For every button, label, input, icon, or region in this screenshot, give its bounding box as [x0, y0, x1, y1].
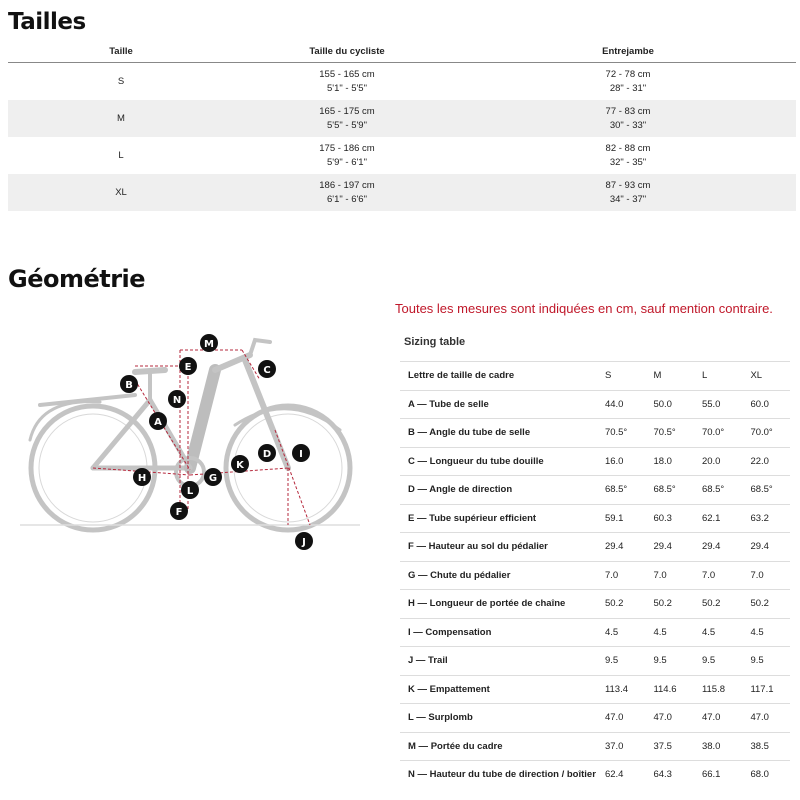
- rider-cell: [234, 105, 460, 133]
- sizes-row: [8, 137, 796, 174]
- inseam-in: 34" - 37": [609, 193, 647, 205]
- geometry-row-label: B — Angle du tube de selle: [408, 427, 531, 439]
- rider-cell: [234, 179, 460, 207]
- svg-text:I: I: [299, 449, 303, 460]
- svg-text:F: F: [175, 507, 183, 518]
- inseam-cm: 82 - 88 cm: [605, 142, 651, 154]
- geometry-row: [400, 675, 790, 704]
- inseam-cm: 87 - 93 cm: [605, 179, 651, 191]
- geometry-value: 68.5°: [604, 484, 628, 496]
- geometry-row: [400, 646, 790, 675]
- geometry-row: [400, 447, 790, 476]
- geometry-value: 50.2: [653, 598, 672, 610]
- geometry-value: 62.1: [701, 512, 721, 524]
- size-cell: L: [118, 150, 124, 161]
- geometry-value: 70.0°: [701, 427, 725, 439]
- geometry-value: 63.2: [750, 512, 769, 524]
- geometry-value: 37.0: [604, 740, 624, 752]
- svg-text:G: G: [208, 473, 218, 484]
- geometry-value: 50.2: [604, 598, 624, 610]
- geometry-value: 4.5: [750, 626, 764, 638]
- geometry-value: 55.0: [701, 398, 721, 410]
- svg-text:J: J: [302, 537, 306, 548]
- svg-text:M: M: [204, 339, 214, 350]
- geometry-value: 44.0: [604, 398, 624, 410]
- header-rider-height: Taille du cycliste: [309, 45, 385, 57]
- svg-text:D: D: [262, 449, 272, 460]
- marker-j: [295, 532, 313, 550]
- geometry-row-label: J — Trail: [408, 655, 448, 667]
- marker-b: [120, 375, 138, 393]
- geometry-value: 22.0: [750, 455, 769, 467]
- marker-a: [149, 412, 167, 430]
- geometry-row-label: I — Compensation: [408, 626, 492, 638]
- inseam-cell: [460, 179, 796, 207]
- geometry-value: 114.6: [653, 683, 677, 695]
- geometry-value: 113.4: [604, 683, 629, 695]
- inseam-cell: [460, 68, 796, 96]
- marker-g: [204, 468, 222, 486]
- geometry-row-label: N — Hauteur du tube de direction / boîtier: [408, 769, 596, 781]
- geometry-value: 47.0: [750, 712, 769, 724]
- rider-cell: [234, 142, 460, 170]
- geometry-row: [400, 390, 790, 419]
- inseam-in: 28" - 31": [609, 82, 647, 94]
- rider-cm: 165 - 175 cm: [319, 105, 375, 117]
- header-m: M: [653, 370, 662, 382]
- geometry-value: 9.5: [701, 655, 716, 667]
- geometry-value: 9.5: [750, 655, 764, 667]
- sizes-table-header: [8, 40, 796, 63]
- geometry-value: 64.3: [653, 769, 672, 781]
- sizes-table: [8, 40, 796, 211]
- size-cell: XL: [115, 187, 127, 198]
- geometry-value: 29.4: [701, 541, 721, 553]
- marker-f: [170, 502, 188, 520]
- geometry-row: [400, 703, 790, 732]
- geometry-row-label: C — Longueur du tube douille: [408, 455, 544, 467]
- geometry-row: [400, 532, 790, 561]
- geometry-row-label: G — Chute du pédalier: [408, 569, 511, 581]
- size-cell: M: [117, 113, 125, 124]
- geometry-title: Géométrie: [8, 265, 146, 293]
- geometry-row: [400, 561, 790, 590]
- header-xl: XL: [750, 370, 763, 382]
- header-frame-size: Lettre de taille de cadre: [408, 370, 515, 382]
- marker-h: [133, 468, 151, 486]
- svg-text:H: H: [137, 473, 147, 484]
- down-tube: [190, 370, 215, 468]
- geometry-value: 7.0: [604, 569, 619, 581]
- svg-text:E: E: [184, 362, 192, 373]
- svg-text:L: L: [186, 486, 194, 497]
- geometry-value: 60.3: [653, 512, 672, 524]
- geometry-value: 29.4: [604, 541, 624, 553]
- geometry-header-row: [400, 361, 790, 390]
- geometry-row-label: H — Longueur de portée de chaîne: [408, 598, 566, 610]
- geometry-row-label: A — Tube de selle: [408, 398, 489, 410]
- geometry-value: 115.8: [701, 683, 726, 695]
- geometry-row: [400, 760, 790, 789]
- geometry-value: 16.0: [604, 455, 624, 467]
- geometry-value: 70.5°: [604, 427, 628, 439]
- marker-d: [258, 444, 276, 462]
- geometry-value: 9.5: [604, 655, 619, 667]
- geometry-value: 47.0: [653, 712, 672, 724]
- marker-l: [181, 481, 199, 499]
- geometry-value: 62.4: [604, 769, 624, 781]
- rider-cm: 175 - 186 cm: [319, 142, 375, 154]
- bike-geometry-diagram: [20, 330, 360, 560]
- svg-text:A: A: [154, 417, 162, 428]
- geometry-value: 60.0: [750, 398, 769, 410]
- inseam-cell: [460, 142, 796, 170]
- header-s: S: [604, 370, 612, 382]
- geometry-value: 7.0: [701, 569, 716, 581]
- geometry-row: [400, 475, 790, 504]
- rider-ft: 5'9" - 6'1": [327, 156, 367, 168]
- marker-c: [258, 360, 276, 378]
- geometry-value: 20.0: [701, 455, 721, 467]
- geometry-value: 66.1: [701, 769, 721, 781]
- sizes-row: [8, 63, 796, 100]
- geometry-value: 29.4: [750, 541, 769, 553]
- geometry-value: 68.5°: [750, 484, 773, 496]
- rider-ft: 6'1" - 6'6": [327, 193, 367, 205]
- geometry-value: 38.5: [750, 740, 769, 752]
- size-cell: S: [117, 76, 125, 87]
- geometry-value: 47.0: [701, 712, 721, 724]
- sizes-row: [8, 174, 796, 211]
- inseam-in: 30" - 33": [609, 119, 647, 131]
- svg-text:B: B: [125, 380, 133, 391]
- geometry-row: [400, 732, 790, 761]
- marker-k: [231, 455, 249, 473]
- inseam-in: 32" - 35": [609, 156, 647, 168]
- sizes-row: [8, 100, 796, 137]
- geometry-row: [400, 504, 790, 533]
- geometry-row-label: F — Hauteur au sol du pédalier: [408, 541, 548, 553]
- geometry-value: 4.5: [701, 626, 716, 638]
- rider-cell: [234, 68, 460, 96]
- geometry-value: 4.5: [604, 626, 619, 638]
- header-size: Taille: [109, 45, 133, 57]
- header-l: L: [701, 370, 708, 382]
- geometry-value: 50.2: [750, 598, 769, 610]
- marker-i: [292, 444, 310, 462]
- sizing-table-label: Sizing table: [404, 336, 466, 348]
- rider-ft: 5'5" - 5'9": [327, 119, 367, 131]
- geometry-value: 117.1: [750, 683, 774, 695]
- svg-text:K: K: [236, 460, 244, 471]
- geometry-value: 59.1: [604, 512, 624, 524]
- rider-cm: 155 - 165 cm: [319, 68, 375, 80]
- inseam-cm: 77 - 83 cm: [605, 105, 651, 117]
- rear-rack: [40, 395, 135, 405]
- header-inseam: Entrejambe: [602, 45, 654, 57]
- marker-n: [168, 390, 186, 408]
- marker-e: [179, 357, 197, 375]
- marker-m: [200, 334, 218, 352]
- geometry-row-label: E — Tube supérieur efficient: [408, 512, 537, 524]
- measurement-note: Toutes les mesures sont indiquées en cm, sauf mention contraire.: [395, 301, 773, 316]
- geometry-row-label: M — Portée du cadre: [408, 740, 503, 752]
- geometry-value: 7.0: [750, 569, 764, 581]
- geometry-value: 68.0: [750, 769, 769, 781]
- geometry-value: 9.5: [653, 655, 667, 667]
- geometry-value: 37.5: [653, 740, 672, 752]
- sizes-title: Tailles: [8, 9, 86, 35]
- inseam-cell: [460, 105, 796, 133]
- geometry-value: 50.0: [653, 398, 672, 410]
- geometry-row-label: L — Surplomb: [408, 712, 473, 724]
- geometry-value: 70.0°: [750, 427, 773, 439]
- rider-ft: 5'1" - 5'5": [327, 82, 367, 94]
- inseam-cm: 72 - 78 cm: [605, 68, 651, 80]
- geometry-value: 38.0: [701, 740, 721, 752]
- geometry-row-label: D — Angle de direction: [408, 484, 513, 496]
- geometry-value: 29.4: [653, 541, 672, 553]
- geometry-value: 4.5: [653, 626, 667, 638]
- geometry-value: 68.5°: [653, 484, 676, 496]
- geometry-value: 68.5°: [701, 484, 725, 496]
- geometry-value: 70.5°: [653, 427, 676, 439]
- geometry-row: [400, 589, 790, 618]
- svg-text:C: C: [263, 365, 271, 376]
- geometry-table: [400, 361, 790, 789]
- geometry-value: 18.0: [653, 455, 672, 467]
- geometry-row: [400, 618, 790, 647]
- geometry-value: 7.0: [653, 569, 667, 581]
- geometry-value: 50.2: [701, 598, 721, 610]
- geometry-row-label: K — Empattement: [408, 683, 490, 695]
- geometry-value: 47.0: [604, 712, 624, 724]
- svg-text:N: N: [172, 395, 182, 406]
- rider-cm: 186 - 197 cm: [319, 179, 375, 191]
- geometry-row: [400, 418, 790, 447]
